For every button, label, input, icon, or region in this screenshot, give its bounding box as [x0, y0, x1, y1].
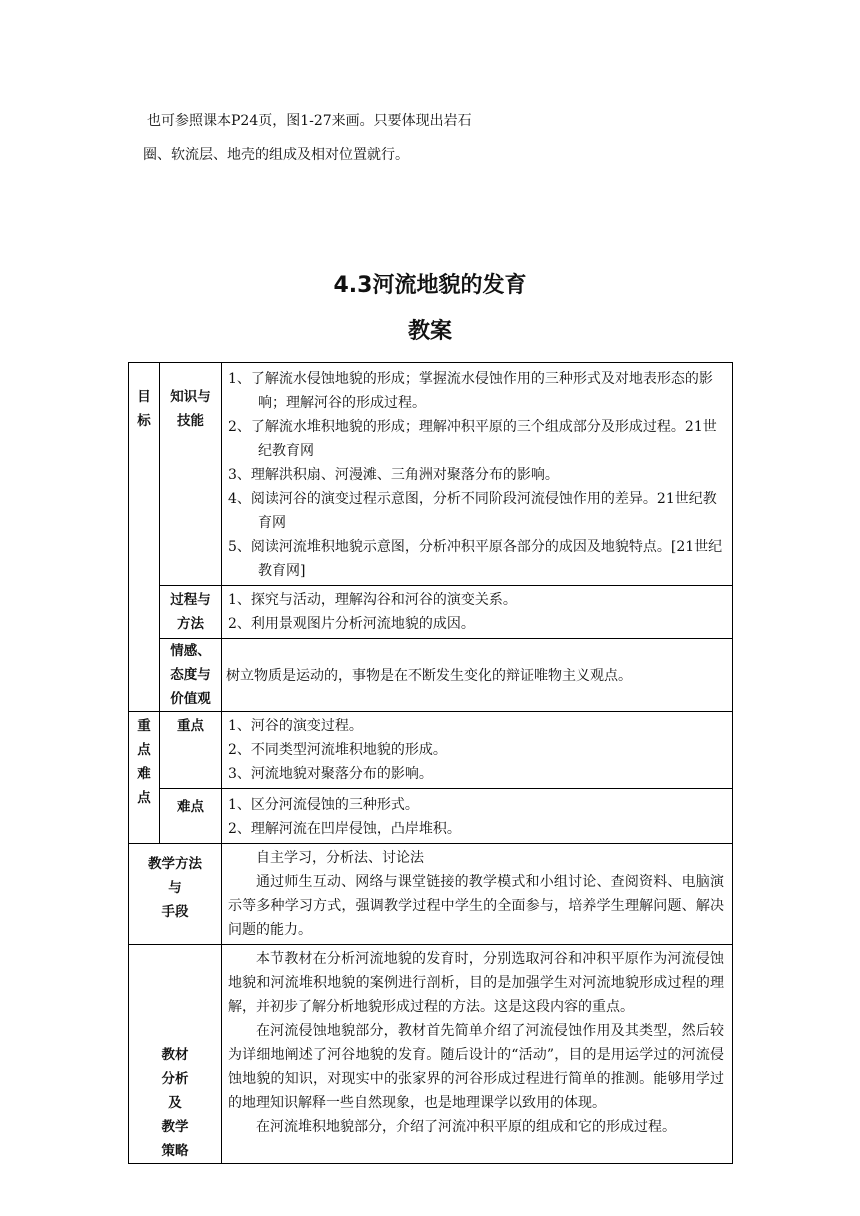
table-row-difficult-point [129, 789, 733, 844]
intro-line-2: 圈、软流层、地壳的组成及相对位置就行。 [143, 147, 409, 163]
list-item: 1、河谷的演变过程。 [228, 718, 363, 734]
analysis-label-line: 策略 [161, 1143, 189, 1159]
table-row-analysis [129, 945, 733, 1164]
process-label-line: 方法 [177, 616, 204, 632]
list-item: 1、了解流水侵蚀地貌的形成；掌握流水侵蚀作用的三种形式及对地表形态的影响；理解河谷的形成过程。 [228, 371, 713, 411]
goal-label-cell [129, 363, 160, 712]
key-point-label-cell [160, 712, 222, 789]
table-row-process [129, 586, 733, 639]
list-item: 3、理解洪积扇、河漫滩、三角洲对聚落分布的影响。 [228, 467, 559, 483]
key-point-label: 重点 [177, 718, 204, 734]
process-label-cell [160, 586, 222, 639]
emotion-label-line: 情感、 [170, 643, 211, 659]
list-item: 1、区分河流侵蚀的三种形式。 [228, 797, 419, 813]
method-content-cell [222, 844, 733, 945]
lesson-plan-table [128, 362, 733, 1164]
analysis-paragraph: 本节教材在分析河流地貌的发育时，分别选取河谷和冲积平原作为河流侵蚀地貌和河流堆积地貌的案例进行剖析，目的是加强学生对河流地貌形成过程的理解，并初步了解分析地貌形成过程的方法。这是这段内容的重点。 [228, 951, 724, 1015]
goal-label-char: 目 [137, 389, 151, 405]
knowledge-label-cell [160, 363, 222, 586]
analysis-label-line: 分析 [161, 1071, 189, 1087]
emotion-label-line: 价值观 [170, 691, 211, 707]
method-paragraph: 自主学习，分析法、讨论法 [256, 850, 424, 866]
focus-label-char: 重 [137, 718, 151, 734]
intro-line-1: 也可参照课本P24页，图1-27来画。只要体现出岩石 [147, 113, 472, 129]
list-item: 5、阅读河流堆积地貌示意图，分析冲积平原各部分的成因及地貌特点。[21世纪教育网] [228, 539, 723, 579]
table-row-method [129, 844, 733, 945]
lesson-subtitle: 教案 [407, 319, 452, 344]
list-item: 1、探究与活动，理解沟谷和河谷的演变关系。 [228, 592, 517, 608]
analysis-paragraph: 在河流侵蚀地貌部分，教材首先简单介绍了河流侵蚀作用及其类型，然后较为详细地阐述了河谷地貌的发育。随后设计的“活动”，目的是用运学过的河流侵蚀地貌的知识，对现实中的张家界的河谷形成过程进行简单的推测。能够用学过的地理知识解释一些自然现象，也是地理课学以致用的体现。 [228, 1023, 724, 1111]
goal-label-char: 标 [137, 413, 151, 429]
list-item: 2、理解河流在凹岸侵蚀，凸岸堆积。 [228, 821, 461, 837]
analysis-label-cell [129, 945, 222, 1164]
process-label-line: 过程与 [170, 592, 211, 608]
emotion-content-cell [222, 639, 733, 712]
analysis-label-line: 及 [168, 1095, 182, 1111]
method-label-cell [129, 844, 222, 945]
list-item: 2、利用景观图片分析河流地貌的成因。 [228, 616, 475, 632]
analysis-content-cell [222, 945, 733, 1164]
focus-label-char: 难 [137, 766, 151, 782]
analysis-paragraph: 在河流堆积地貌部分，介绍了河流冲积平原的组成和它的形成过程。 [256, 1119, 676, 1135]
emotion-label-cell [160, 639, 222, 712]
analysis-label-line: 教学 [161, 1119, 189, 1135]
method-label-line: 手段 [161, 904, 189, 920]
intro-text [143, 104, 643, 172]
list-item: 2、了解流水堆积地貌的形成；理解冲积平原的三个组成部分及形成过程。21世纪教育网 [228, 419, 717, 459]
key-point-content-cell [222, 712, 733, 789]
table-row-knowledge [129, 363, 733, 586]
method-label-line: 教学方法 [148, 856, 202, 872]
difficult-label: 难点 [177, 799, 204, 815]
list-item: 3、河流地貌对聚落分布的影响。 [228, 766, 433, 782]
table-row-key-point [129, 712, 733, 789]
list-item: 2、不同类型河流堆积地貌的形成。 [228, 742, 447, 758]
list-item: 4、阅读河谷的演变过程示意图，分析不同阶段河流侵蚀作用的差异。21世纪教育网 [228, 491, 717, 531]
difficult-label-cell [160, 789, 222, 844]
focus-label-cell [129, 712, 160, 844]
emotion-text: 树立物质是运动的，事物是在不断发生变化的辩证唯物主义观点。 [226, 668, 632, 684]
method-label-line: 与 [168, 880, 182, 896]
table-row-emotion [129, 639, 733, 712]
knowledge-label-line: 技能 [177, 413, 204, 429]
knowledge-content-cell [222, 363, 733, 586]
difficult-content-cell [222, 789, 733, 844]
focus-label-char: 点 [137, 742, 151, 758]
emotion-label-line: 态度与 [170, 667, 211, 683]
focus-label-char: 点 [137, 790, 151, 806]
method-paragraph: 通过师生互动、网络与课堂链接的教学模式和小组讨论、查阅资料、电脑演示等多种学习方式，强调教学过程中学生的全面参与，培养学生理解问题、解决问题的能力。 [228, 874, 724, 938]
knowledge-label-line: 知识与 [170, 389, 211, 405]
process-content-cell [222, 586, 733, 639]
analysis-label-line: 教材 [161, 1047, 189, 1063]
lesson-title: 4.3河流地貌的发育 [333, 273, 527, 298]
